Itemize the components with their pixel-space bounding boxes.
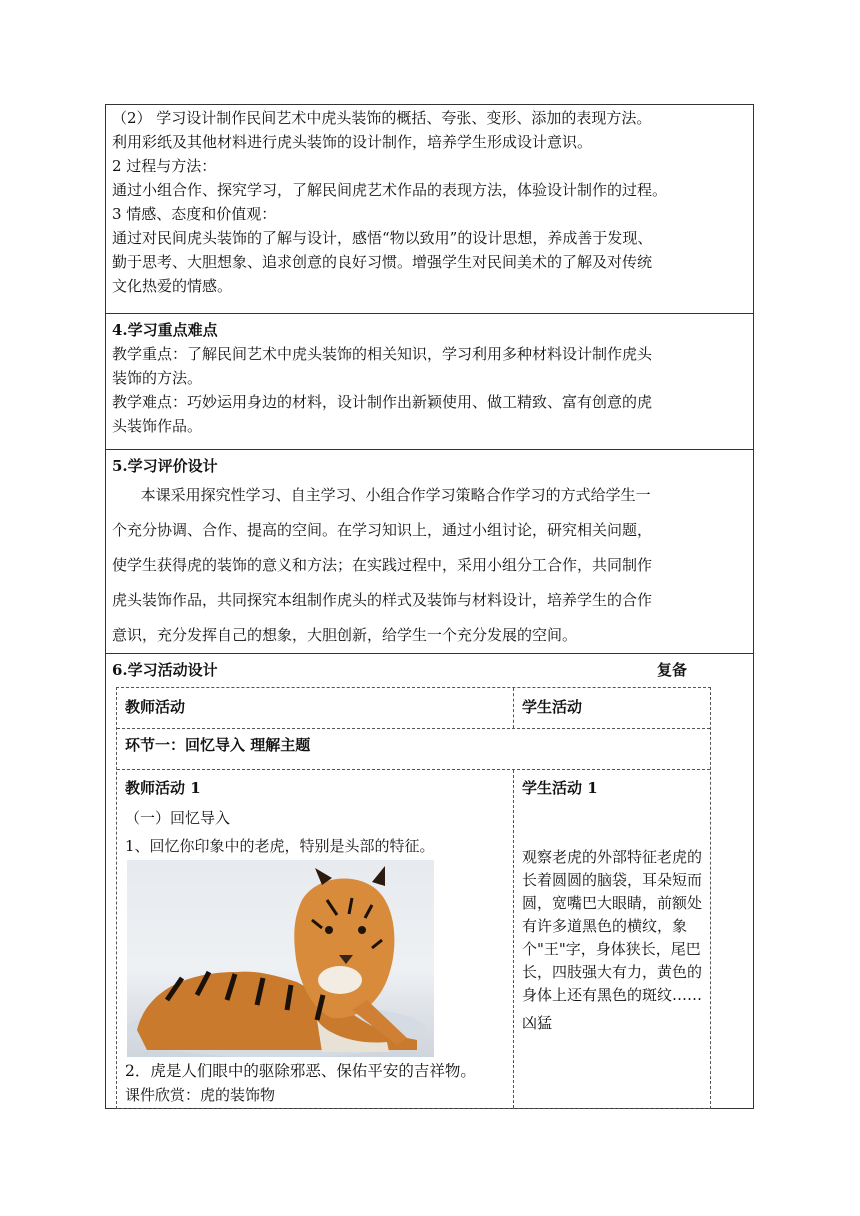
review-label: 复备: [656, 661, 687, 679]
teacher-column-header: 教师活动: [117, 688, 514, 728]
goal-line: （2） 学习设计制作民间艺术中虎头装饰的概括、夸张、变形、添加的表现方法。: [112, 109, 652, 127]
evaluation-line: 个充分协调、合作、提高的空间。在学习知识上，通过小组讨论，研究相关问题，: [112, 521, 653, 539]
lesson-plan-table: [105, 104, 754, 1109]
stage-title: [117, 729, 710, 769]
key-points-section: [105, 313, 754, 449]
goal-line: 3 情感、态度和价值观：: [112, 205, 277, 223]
teacher-activity-cell: [117, 770, 514, 1108]
teacher-activity-title: 教师活动 1: [125, 779, 201, 797]
key-point-line: 头装饰作品。: [112, 417, 203, 435]
student-activity-text: 观察老虎的外部特征老虎的长着圆圆的脑袋，耳朵短而圆，宽嘴巴大眼睛，前额处有许多道黑色的横纹，象个"王"字，身体狭长，尾巴长，四肢强大有力，黄色的身体上还有黑色的斑纹……: [522, 848, 703, 1004]
teacher-line: （一）回忆导入: [125, 809, 231, 827]
goal-line: 勤于思考、大胆想象、追求创意的良好习惯。增强学生对民间美术的了解及对传统: [112, 253, 653, 271]
teacher-line: 课件欣赏：虎的装饰物: [125, 1086, 276, 1104]
evaluation-line: 意识，充分发挥自己的想象，大胆创新，给学生一个充分发展的空间。: [112, 626, 578, 644]
section-title: 5.学习评价设计: [112, 457, 218, 475]
activity-table: [116, 687, 711, 1109]
section-title: 4.学习重点难点: [112, 321, 218, 339]
evaluation-line: 本课采用探究性学习、自主学习、小组合作学习策略合作学习的方式给学生一: [112, 486, 651, 504]
activity-section: [105, 653, 754, 1109]
goal-line: 2 过程与方法：: [112, 157, 217, 175]
student-activity-text: 凶猛: [522, 1014, 553, 1032]
goal-line: 文化热爱的情感。: [112, 277, 233, 295]
student-activity-cell: [514, 770, 710, 1108]
teacher-line: 1、回忆你印象中的老虎，特别是头部的特征。: [125, 837, 435, 855]
activity-row: [117, 770, 710, 1108]
evaluation-line: 使学生获得虎的装饰的意义和方法；在实践过程中，采用小组分工合作，共同制作: [112, 556, 653, 574]
stage-row: [117, 729, 710, 770]
tiger-image: [127, 860, 434, 1057]
activity-header: [112, 658, 747, 682]
key-point-line: 教学难点：巧妙运用身边的材料，设计制作出新颖使用、做工精致、富有创意的虎: [112, 393, 653, 411]
key-point-line: 装饰的方法。: [112, 369, 203, 387]
stage-text: 环节一：回忆导入 理解主题: [125, 736, 311, 754]
section-title: 6.学习活动设计: [112, 661, 218, 679]
key-point-line: 教学重点：了解民间艺术中虎头装饰的相关知识，学习利用多种材料设计制作虎头: [112, 345, 653, 363]
goals-section: [105, 104, 754, 313]
goal-line: 通过小组合作、探究学习，了解民间虎艺术作品的表现方法，体验设计制作的过程。: [112, 181, 668, 199]
teacher-line: 2．虎是人们眼中的驱除邪恶、保佑平安的吉祥物。: [125, 1062, 476, 1080]
student-column-header: 学生活动: [522, 698, 583, 716]
goal-line: 通过对民间虎头装饰的了解与设计，感悟“物以致用”的设计思想，养成善于发现、: [112, 229, 653, 247]
evaluation-section: [105, 449, 754, 653]
goal-line: 利用彩纸及其他材料进行虎头装饰的设计制作，培养学生形成设计意识。: [112, 133, 593, 151]
evaluation-line: 虎头装饰作品，共同探究本组制作虎头的样式及装饰与材料设计，培养学生的合作: [112, 591, 653, 609]
student-activity-title: 学生活动 1: [522, 779, 598, 797]
activity-table-header: [117, 688, 710, 729]
